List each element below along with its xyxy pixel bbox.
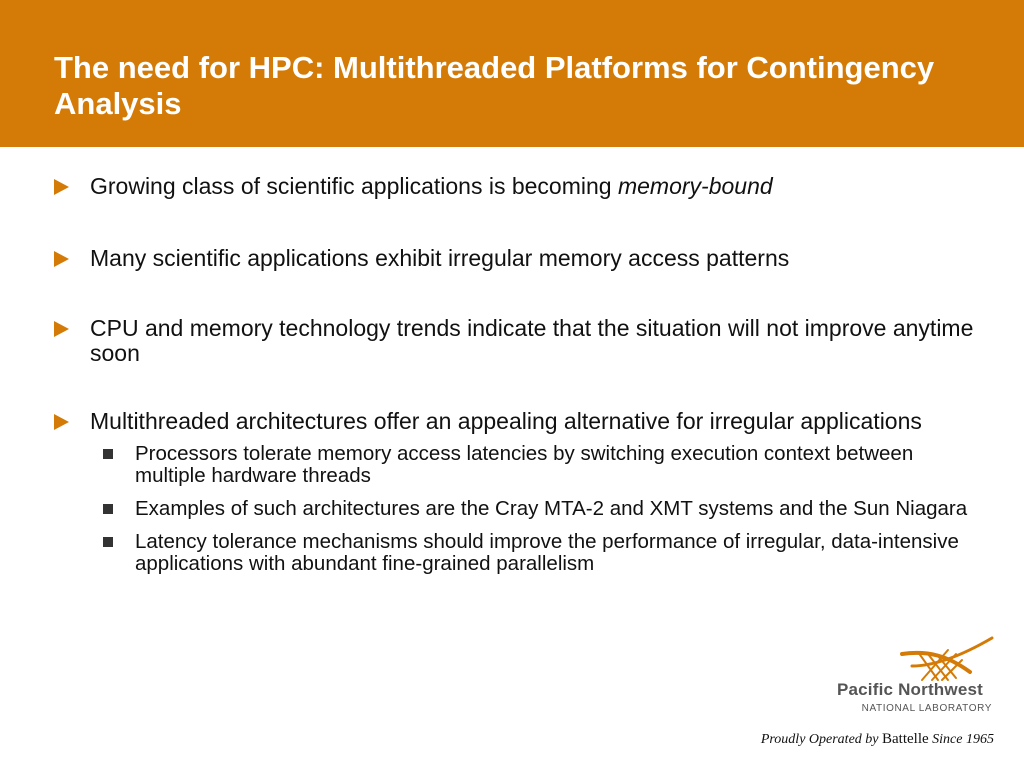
bullet-emphasis: memory-bound [617, 173, 773, 199]
triangle-bullet-icon [54, 321, 69, 337]
slide-title: The need for HPC: Multithreaded Platforms for Contingency Analysis [54, 50, 935, 121]
sub-bullet-list [100, 443, 974, 575]
triangle-bullet-icon [54, 179, 69, 195]
bullet-item [54, 174, 974, 199]
tagline-brand: Battelle [882, 731, 929, 747]
bullet-item [54, 316, 974, 366]
title-banner [0, 0, 1024, 147]
bullet-text: Many scientific applications exhibit irregular memory access patterns [90, 245, 790, 271]
sub-bullet-text: Examples of such architectures are the Cray MTA-2 and XMT systems and the Sun Niagara [135, 497, 968, 520]
sub-bullet-text: Latency tolerance mechanisms should improve the performance of irregular, data-intensive applications with abundant fine-grained parallelism [135, 530, 959, 575]
triangle-bullet-icon [54, 251, 69, 267]
footer-tagline [761, 731, 994, 748]
square-bullet-icon [103, 449, 113, 459]
sub-bullet-text: Processors tolerate memory access latencies by switching execution context between multiple hardware threads [135, 442, 914, 487]
sub-bullet-item [100, 531, 974, 575]
bullet-text: CPU and memory technology trends indicate that the situation will not improve anytime soon [90, 315, 974, 366]
sub-bullet-item [100, 498, 974, 520]
bullet-text: Multithreaded architectures offer an appealing alternative for irregular applications [90, 408, 922, 434]
square-bullet-icon [103, 504, 113, 514]
tagline-part2: Since 1965 [932, 732, 994, 747]
bullet-text: Growing class of scientific applications is becoming [90, 173, 618, 199]
bullet-list [54, 174, 974, 586]
sub-bullet-item [100, 443, 974, 487]
tagline-part1: Proudly Operated by [760, 732, 879, 747]
pnnl-emblem-icon [898, 636, 994, 682]
logo-name: Pacific Northwest [836, 680, 983, 699]
bullet-item [54, 246, 974, 271]
square-bullet-icon [103, 537, 113, 547]
logo-subtitle: NATIONAL LABORATORY [861, 703, 992, 714]
bullet-item [54, 409, 974, 575]
pnnl-logo [808, 636, 998, 716]
triangle-bullet-icon [54, 414, 69, 430]
